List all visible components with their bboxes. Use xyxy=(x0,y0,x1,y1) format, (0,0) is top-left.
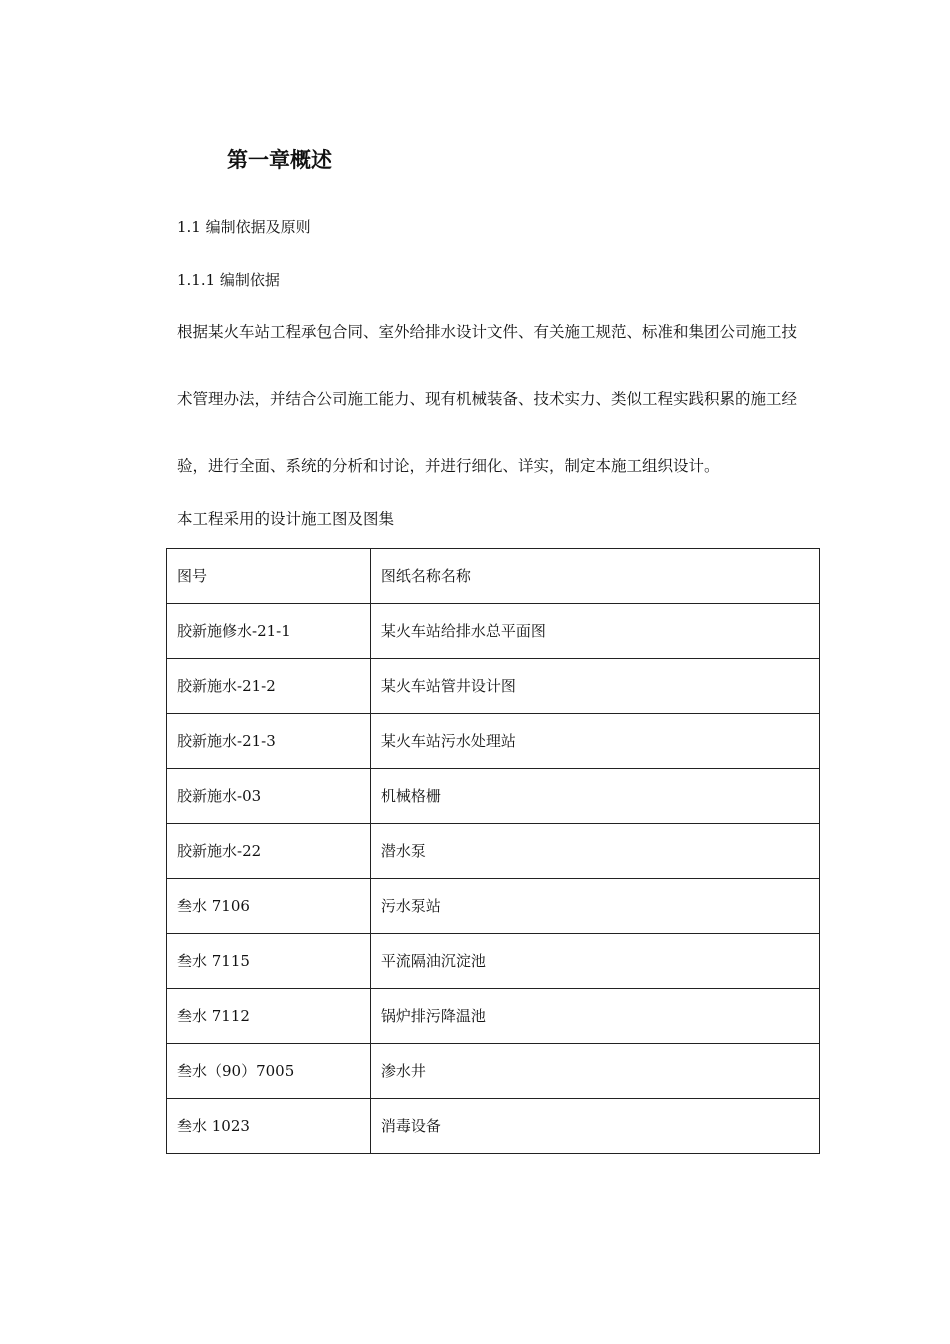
drawing-number-cell: 胶新施水-03 xyxy=(167,769,371,824)
paragraph-line: 根据某火车站工程承包合同、室外给排水设计文件、有关施工规范、标准和集团公司施工技 xyxy=(177,323,798,341)
drawing-number-cell: 胶新施水-21-3 xyxy=(167,714,371,769)
table-row xyxy=(167,714,820,769)
table-row xyxy=(167,769,820,824)
table-row xyxy=(167,989,820,1044)
table-row xyxy=(167,879,820,934)
drawing-name-cell: 某火车站给排水总平面图 xyxy=(370,604,819,659)
drawing-name-cell: 机械格栅 xyxy=(370,769,819,824)
drawing-name-cell: 污水泵站 xyxy=(370,879,819,934)
drawing-name-cell: 渗水井 xyxy=(370,1044,819,1099)
drawing-number-cell: 叁水 1023 xyxy=(167,1099,371,1154)
drawings-table xyxy=(166,548,820,1154)
table-row xyxy=(167,1044,820,1099)
drawing-number-cell: 胶新施修水-21-1 xyxy=(167,604,371,659)
table-row xyxy=(167,824,820,879)
drawing-number-cell: 叁水 7115 xyxy=(167,934,371,989)
header-drawing-name: 图纸名称名称 xyxy=(370,549,819,604)
drawing-name-cell: 某火车站管井设计图 xyxy=(370,659,819,714)
drawing-number-cell: 叁水 7112 xyxy=(167,989,371,1044)
table-row xyxy=(167,934,820,989)
drawing-name-cell: 平流隔油沉淀池 xyxy=(370,934,819,989)
header-drawing-number: 图号 xyxy=(167,549,371,604)
table-row xyxy=(167,604,820,659)
table-caption: 本工程采用的设计施工图及图集 xyxy=(177,510,395,528)
drawing-number-cell: 胶新施水-22 xyxy=(167,824,371,879)
drawing-number-cell: 叁水（90）7005 xyxy=(167,1044,371,1099)
table-row xyxy=(167,659,820,714)
drawing-name-cell: 消毒设备 xyxy=(370,1099,819,1154)
drawing-number-cell: 叁水 7106 xyxy=(167,879,371,934)
section-heading-1-1-1: 1.1.1 编制依据 xyxy=(177,271,280,289)
drawing-name-cell: 锅炉排污降温池 xyxy=(370,989,819,1044)
drawing-name-cell: 潜水泵 xyxy=(370,824,819,879)
chapter-title: 第一章概述 xyxy=(227,148,332,172)
paragraph-line: 验，进行全面、系统的分析和讨论，并进行细化、详实，制定本施工组织设计。 xyxy=(177,457,720,475)
drawing-name-cell: 某火车站污水处理站 xyxy=(370,714,819,769)
paragraph-line: 术管理办法，并结合公司施工能力、现有机械装备、技术实力、类似工程实践积累的施工经 xyxy=(177,390,798,408)
table-header-row xyxy=(167,549,820,604)
drawing-number-cell: 胶新施水-21-2 xyxy=(167,659,371,714)
table-row xyxy=(167,1099,820,1154)
section-heading-1-1: 1.1 编制依据及原则 xyxy=(177,218,311,236)
